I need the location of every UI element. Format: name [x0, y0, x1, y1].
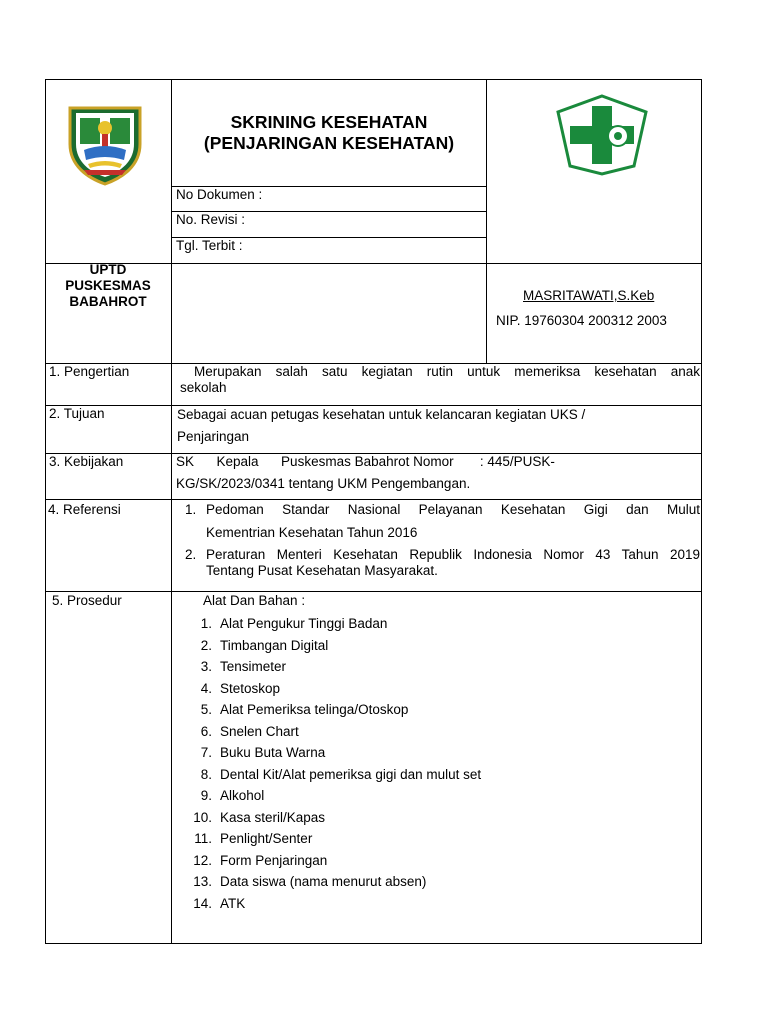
- list-item: 5. Alat Pemeriksa telinga/Otoskop: [200, 702, 409, 717]
- list-item: 9. Alkohol: [200, 788, 265, 803]
- kebijakan-label: 3. Kebijakan: [49, 454, 124, 469]
- org-line2: PUSKESMAS: [65, 278, 151, 293]
- referensi-1-line1: Pedoman Standar Nasional Pelayanan Kesehatan Gigi dan Mulut: [206, 502, 700, 517]
- kebijakan-text-line2: KG/SK/2023/0341 tentang UKM Pengembangan.: [176, 476, 471, 491]
- no-revisi-label: No. Revisi :: [176, 212, 246, 227]
- list-item: 3. Tensimeter: [200, 659, 287, 674]
- rule: [45, 499, 702, 500]
- prosedur-label: 5. Prosedur: [52, 593, 122, 608]
- org-line1: UPTD: [89, 262, 127, 277]
- tujuan-label: 2. Tujuan: [49, 406, 105, 421]
- rule: [171, 79, 172, 944]
- referensi-label: 4. Referensi: [48, 502, 121, 517]
- prosedur-heading: Alat Dan Bahan :: [203, 593, 306, 608]
- list-item: 14. ATK: [193, 895, 246, 911]
- kebijakan-text-line1: SK Kepala Puskesmas Babahrot Nomor : 445/PUSK-: [176, 454, 555, 469]
- list-item: 6. Snelen Chart: [200, 723, 299, 739]
- list-item: 1. Alat Pengukur Tinggi Badan: [200, 616, 388, 631]
- pengertian-text-line2: sekolah: [180, 380, 227, 395]
- list-item: 13. Data siswa (nama menurut absen): [193, 874, 427, 889]
- pengertian-label: 1. Pengertian: [49, 364, 130, 379]
- no-dokumen-label: No Dokumen :: [176, 187, 263, 202]
- list-item: 10. Kasa steril/Kapas: [193, 809, 326, 825]
- region-emblem-logo: [64, 104, 146, 186]
- referensi-2-line1: Peraturan Menteri Kesehatan Republik Indonesia Nomor 43 Tahun 2019: [206, 547, 700, 562]
- referensi-1-line2: Kementrian Kesehatan Tahun 2016: [206, 525, 418, 540]
- puskesmas-logo: [556, 94, 648, 176]
- rule: [45, 591, 702, 592]
- list-item: 2. Timbangan Digital: [200, 637, 329, 653]
- pengertian-text-line1: Merupakan salah satu kegiatan rutin untuk memeriksa kesehatan anak: [194, 364, 700, 379]
- tujuan-text-line2: Penjaringan: [177, 429, 250, 444]
- list-item: 12. Form Penjaringan: [193, 852, 328, 868]
- rule: [45, 405, 702, 406]
- document-title-line1: SKRINING KESEHATAN: [230, 112, 428, 132]
- org-line3: BABAHROT: [69, 294, 147, 309]
- list-item: 8. Dental Kit/Alat pemeriksa gigi dan mulut set: [200, 766, 482, 782]
- referensi-2-line2: Tentang Pusat Kesehatan Masyarakat.: [206, 563, 438, 578]
- list-item: 7. Buku Buta Warna: [200, 745, 326, 760]
- rule: [486, 79, 487, 363]
- referensi-num-1: 1.: [185, 502, 197, 517]
- referensi-num-2: 2.: [185, 547, 197, 562]
- signer-nip: NIP. 19760304 200312 2003: [496, 313, 667, 328]
- signer-name: MASRITAWATI,S.Keb: [523, 288, 655, 303]
- tgl-terbit-label: Tgl. Terbit :: [176, 238, 243, 253]
- document-title-line2: (PENJARINGAN KESEHATAN): [203, 133, 455, 153]
- list-item: 11. Penlight/Senter: [194, 831, 313, 846]
- list-item: 4. Stetoskop: [200, 680, 281, 696]
- tujuan-text-line1: Sebagai acuan petugas kesehatan untuk kelancaran kegiatan UKS /: [177, 407, 586, 422]
